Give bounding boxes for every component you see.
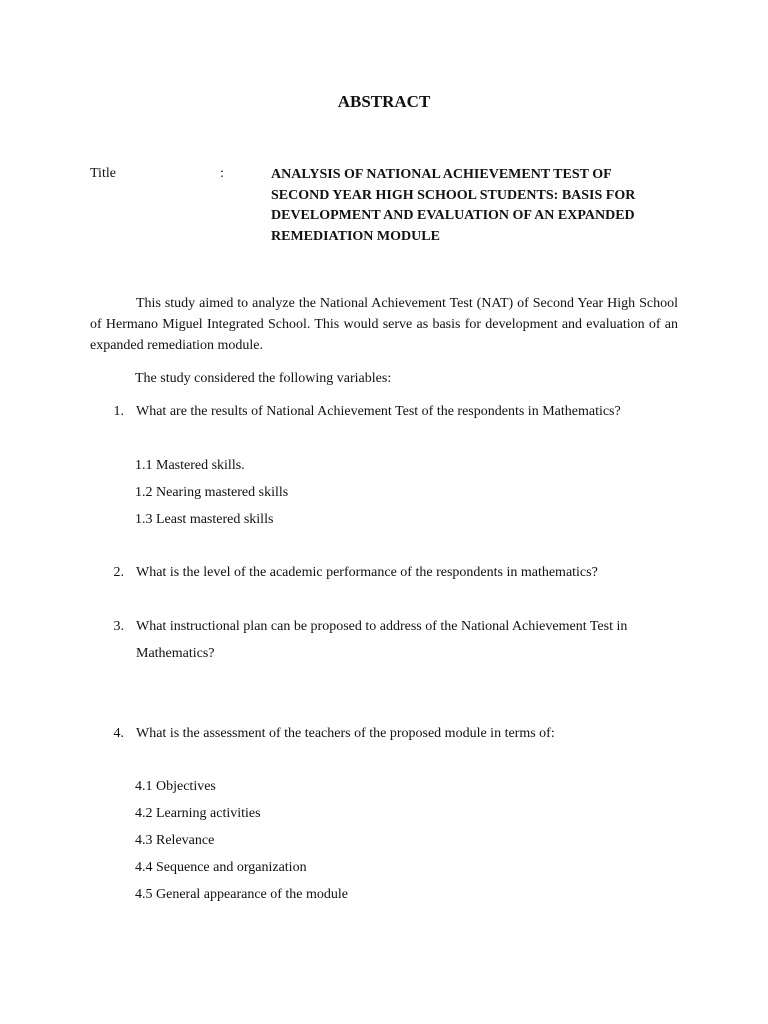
sub-item: 4.5 General appearance of the module [135, 887, 349, 902]
question-number: 2. [113, 565, 124, 580]
question-text-continued: Mathematics? [136, 646, 215, 661]
title-colon: : [220, 166, 224, 181]
question-text: What instructional plan can be proposed to address of the National Achievement Test in [136, 619, 628, 634]
study-title-line: ANALYSIS OF NATIONAL ACHIEVEMENT TEST OF [271, 167, 612, 182]
question-number: 4. [113, 726, 124, 741]
study-title-line: REMEDIATION MODULE [271, 229, 440, 245]
study-title-line: SECOND YEAR HIGH SCHOOL STUDENTS: BASIS FOR [271, 187, 636, 203]
sub-item: 4.4 Sequence and organization [135, 860, 307, 875]
study-title-line: DEVELOPMENT AND EVALUATION OF AN EXPANDED [271, 208, 635, 224]
sub-item: 4.3 Relevance [135, 833, 215, 848]
study-title [271, 165, 691, 248]
question-number: 1. [113, 404, 124, 419]
sub-item: 4.2 Learning activities [135, 806, 261, 821]
sub-item: 1.1 Mastered skills. [135, 458, 245, 473]
question-text: What is the assessment of the teachers of the proposed module in terms of: [136, 726, 555, 741]
title-label: Title [90, 166, 116, 181]
variables-intro: The study considered the following variables: [135, 371, 392, 386]
sub-item: 1.3 Least mastered skills [135, 512, 274, 527]
sub-item: 1.2 Nearing mastered skills [135, 485, 289, 500]
question-text: What is the level of the academic performance of the respondents in mathematics? [136, 565, 598, 580]
page-heading: ABSTRACT [337, 92, 431, 111]
sub-item: 4.1 Objectives [135, 779, 216, 794]
abstract-paragraph: This study aimed to analyze the National Achievement Test (NAT) of Second Year High School of Hermano Miguel Integrated School. This would serve as basis for development and evaluation of an expanded remediation module. [90, 296, 678, 353]
question-number: 3. [113, 619, 124, 634]
question-text: What are the results of National Achievement Test of the respondents in Mathematics? [136, 404, 621, 419]
